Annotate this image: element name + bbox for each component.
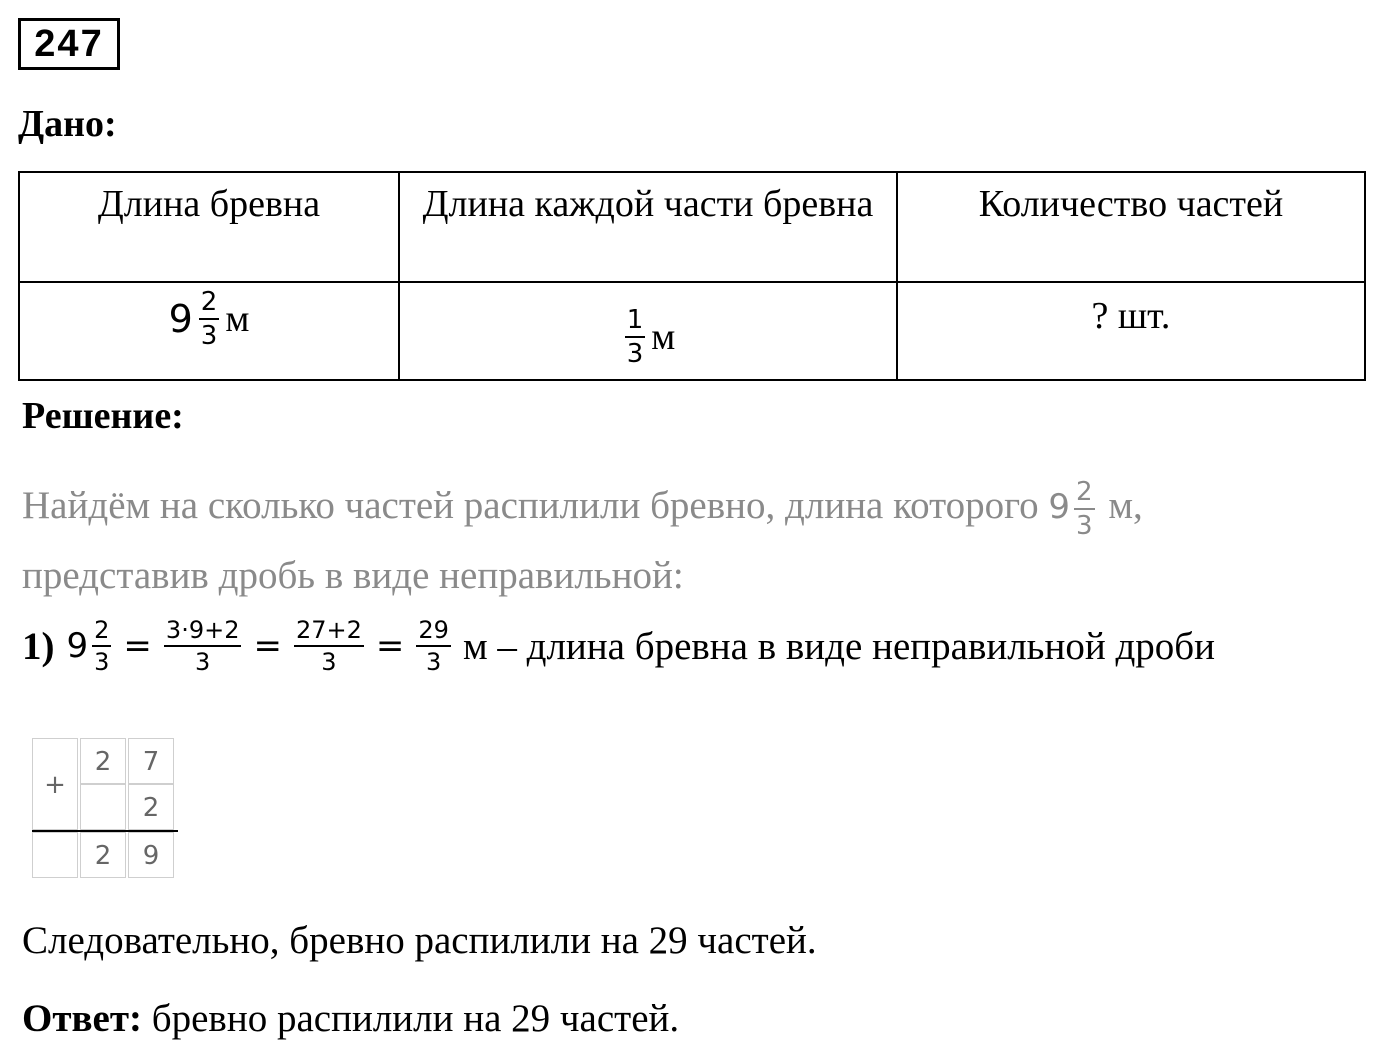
unit: м — [651, 316, 676, 358]
digit: 7 — [128, 738, 174, 784]
numerator: 2 — [1074, 479, 1095, 510]
step-description: м – длина бревна в виде неправильной дроби — [462, 624, 1216, 668]
digit: 2 — [80, 738, 126, 784]
answer-label: Ответ: — [22, 997, 143, 1040]
fraction-3 — [416, 618, 451, 674]
numerator: 2 — [199, 289, 220, 320]
header-part-length: Длина каждой части бревна — [399, 172, 897, 282]
solution-heading: Решение: — [22, 395, 184, 437]
fraction — [1074, 477, 1095, 542]
given-heading: Дано: — [18, 103, 117, 145]
equals-sign: = — [123, 626, 152, 666]
denominator: 3 — [200, 321, 218, 351]
cell-log-length — [19, 282, 399, 380]
equals-sign: = — [253, 626, 282, 666]
intro-line-2: представив дробь в виде неправильной: — [22, 554, 684, 597]
given-table — [18, 171, 1366, 381]
numerator: 3·9+2 — [164, 618, 242, 647]
fraction-mixed — [92, 618, 111, 674]
header-log-length: Длина бревна — [19, 172, 399, 282]
numerator: 2 — [92, 618, 111, 647]
fraction — [199, 289, 220, 349]
denominator: 3 — [1076, 511, 1093, 542]
step-1 — [22, 618, 1392, 674]
digit: 2 — [128, 784, 174, 830]
equals-sign: = — [375, 626, 405, 666]
cell-part-length — [399, 282, 897, 380]
answer-text: бревно распилили на 29 частей. — [142, 997, 680, 1040]
step-label: 1) — [22, 624, 55, 668]
unit: м, — [1108, 484, 1143, 527]
whole-part: 9 — [66, 626, 89, 666]
whole-part: 9 — [1048, 487, 1071, 527]
header-parts-count: Количество частей — [897, 172, 1365, 282]
cell-parts-count: ? шт. — [897, 282, 1365, 380]
numerator: 29 — [416, 618, 451, 647]
plus-sign: + — [32, 738, 78, 830]
digit: 9 — [128, 832, 174, 878]
denominator: 3 — [426, 648, 442, 676]
denominator: 3 — [195, 648, 211, 676]
digit: 2 — [80, 832, 126, 878]
numerator: 27+2 — [294, 618, 364, 647]
denominator: 3 — [321, 648, 337, 676]
denominator: 3 — [94, 648, 110, 676]
fraction — [625, 307, 646, 367]
empty-cell — [32, 832, 78, 878]
digit — [80, 784, 126, 830]
intro-text: Найдём на сколько частей распилили бревно, длина которого — [22, 484, 1039, 527]
unit: м — [225, 298, 250, 340]
whole-part: 9 — [168, 297, 193, 341]
answer — [22, 996, 679, 1041]
intro-paragraph — [22, 472, 1368, 541]
fraction-2 — [294, 618, 364, 674]
denominator: 3 — [626, 339, 644, 369]
numerator: 1 — [625, 307, 646, 338]
fraction-1 — [164, 618, 242, 674]
task-number: 247 — [18, 18, 120, 70]
conclusion: Следовательно, бревно распилили на 29 частей. — [22, 919, 817, 962]
